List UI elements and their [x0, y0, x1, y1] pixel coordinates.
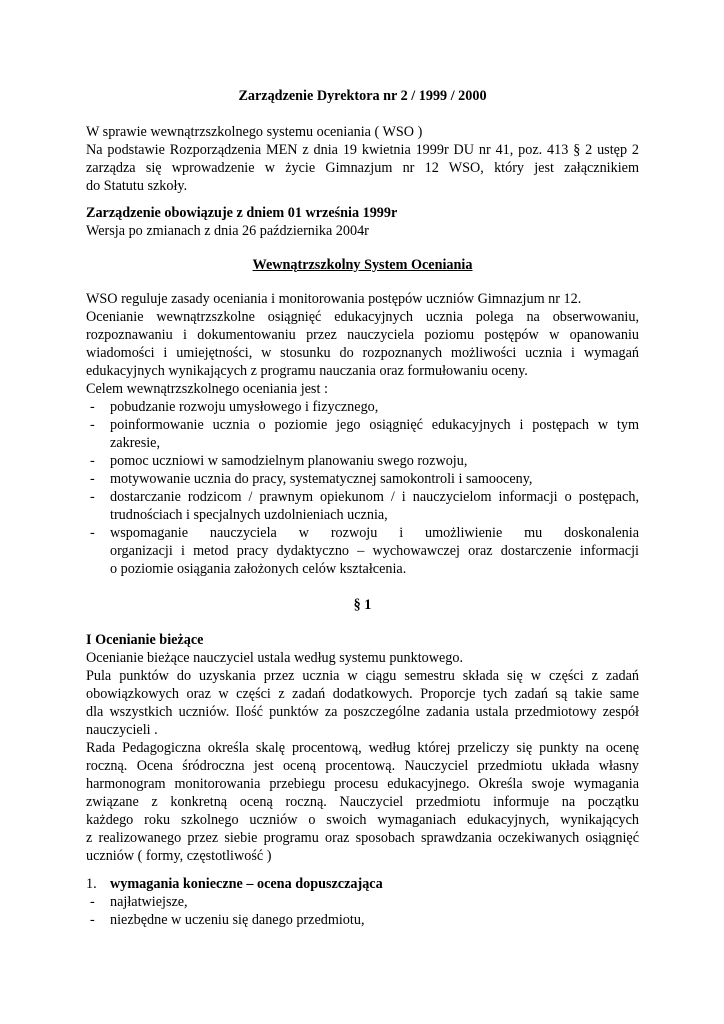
requirements-heading-text: wymagania konieczne – ocena dopuszczająca	[110, 876, 383, 892]
intro-line-3: zarządza się wprowadzenie w życie Gimnazjum nr 12 WSO, który jest załącznikiem	[86, 160, 639, 176]
list-item-text: najłatwiejsze,	[110, 894, 188, 910]
body-line: nauczycieli .	[86, 722, 158, 738]
wso-line-1: WSO reguluje zasady oceniania i monitorowania postępów uczniów Gimnazjum nr 12.	[86, 291, 582, 307]
wso-line-6: Celem wewnątrzszkolnego oceniania jest :	[86, 381, 328, 397]
list-dash: -	[90, 399, 95, 415]
list-item	[86, 911, 639, 929]
current-assessment-heading: I Ocenianie bieżące	[86, 632, 204, 648]
wso-line-3: rozpoznawaniu i dokumentowaniu przez nauczyciela poziomu postępów w opanowaniu	[86, 327, 639, 343]
list-item-text: wspomaganie nauczyciela w rozwoju i umożliwienie mu doskonalenia	[110, 525, 639, 541]
list-dash: -	[90, 417, 95, 433]
body-line: z realizowanego przez siebie programu oraz sposobach sprawdzania oczekiwanych osiągnięć	[86, 830, 639, 846]
intro-line-4: do Statutu szkoły.	[86, 178, 188, 194]
body-line: Rada Pedagogiczna określa skalę procentową, według której przeliczy się punkty na ocenę	[86, 740, 639, 756]
list-dash: -	[90, 912, 95, 928]
list-item	[86, 524, 639, 578]
goals-list	[86, 398, 639, 578]
body-line: obowiązkowych oraz w części z zadań dodatkowych. Proporcje tych zadań są takie same	[86, 686, 639, 702]
intro-line-2: Na podstawie Rozporządzenia MEN z dnia 19 kwietnia 1999r DU nr 41, poz. 413 § 2 ustęp 2	[86, 142, 639, 158]
body-line: dla wszystkich uczniów. Ilość punktów za poszczególne zadania ustala przedmiotowy zespół	[86, 704, 639, 720]
list-dash: -	[90, 453, 95, 469]
list-item-text: niezbędne w uczeniu się danego przedmiotu,	[110, 912, 365, 928]
current-assessment-section	[86, 631, 639, 865]
list-dash: -	[90, 489, 95, 505]
body-line: każdego roku szkolnego uczniów o swoich wymaganiach edukacyjnych, wynikających	[86, 812, 639, 828]
list-dash: -	[90, 894, 95, 910]
list-item	[86, 452, 639, 470]
wso-line-5: edukacyjnych wynikających z programu nauczania oraz formułowaniu oceny.	[86, 363, 528, 379]
body-line: uczniów ( formy, częstotliwość )	[86, 848, 272, 864]
section-heading-text: Wewnątrzszkolny System Oceniania	[252, 257, 473, 273]
list-item-text: o poziomie osiągania założonych celów kształcenia.	[110, 561, 407, 577]
list-item-text: pobudzanie rozwoju umysłowego i fizycznego,	[110, 399, 379, 415]
list-dash: -	[90, 525, 95, 541]
requirements-heading	[86, 875, 639, 893]
requirements-section	[86, 875, 639, 929]
body-line: harmonogram monitorowania przebiegu procesu edukacyjnego. Określa swoje wymagania	[86, 776, 639, 792]
body-line: Pula punktów do uzyskania przez ucznia w ciągu semestru składa się w części z zadań	[86, 668, 639, 684]
list-item	[86, 893, 639, 911]
list-item	[86, 398, 639, 416]
list-item-text: trudnościach i specjalnych uzdolnieniach ucznia,	[110, 507, 388, 523]
effective-date-block	[86, 204, 639, 240]
body-line: związane z konkretną oceną roczną. Nauczyciel przedmiotu informuje na początku	[86, 794, 639, 810]
effective-date-line: Zarządzenie obowiązuje z dniem 01 września 1999r	[86, 205, 398, 221]
page-title: Zarządzenie Dyrektora nr 2 / 1999 / 2000	[238, 88, 487, 104]
list-item	[86, 470, 639, 488]
wso-line-4: wiadomości i umiejętności, w stosunku do rozpoznanych możliwości ucznia i wymagań	[86, 345, 639, 361]
intro-line-1: W sprawie wewnątrzszkolnego systemu oceniania ( WSO )	[86, 124, 423, 140]
list-item-text: dostarczanie rodzicom / prawnym opiekunom / i nauczycielom informacji o postępach,	[110, 489, 639, 505]
list-dash: -	[90, 471, 95, 487]
list-item-text: organizacji i metod pracy dydaktyczno – wychowawczej oraz dostarczenie informacji	[110, 543, 639, 559]
wso-paragraph	[86, 290, 639, 398]
list-item	[86, 488, 639, 524]
paragraph-mark: § 1	[353, 597, 372, 613]
version-line: Wersja po zmianach z dnia 26 października 2004r	[86, 223, 369, 239]
intro-paragraph	[86, 123, 639, 195]
body-line: Ocenianie bieżące nauczyciel ustala według systemu punktowego.	[86, 650, 464, 666]
section-heading	[86, 256, 639, 274]
list-item-text: motywowanie ucznia do pracy, systematycznej samokontroli i samooceny,	[110, 471, 533, 487]
wso-line-2: Ocenianie wewnątrzszkolne osiągnięć edukacyjnych ucznia polega na obserwowaniu,	[86, 309, 639, 325]
list-item-text: pomoc uczniowi w samodzielnym planowaniu swego rozwoju,	[110, 453, 468, 469]
body-line: roczną. Ocena śródroczna jest oceną procentową. Nauczyciel przedmiotu układa własny	[86, 758, 639, 774]
list-item	[86, 416, 639, 452]
requirements-number: 1.	[86, 876, 97, 892]
list-item-text: zakresie,	[110, 435, 161, 451]
list-item-text: poinformowanie ucznia o poziomie jego osiągnięć edukacyjnych i postępach w tym	[110, 417, 639, 433]
